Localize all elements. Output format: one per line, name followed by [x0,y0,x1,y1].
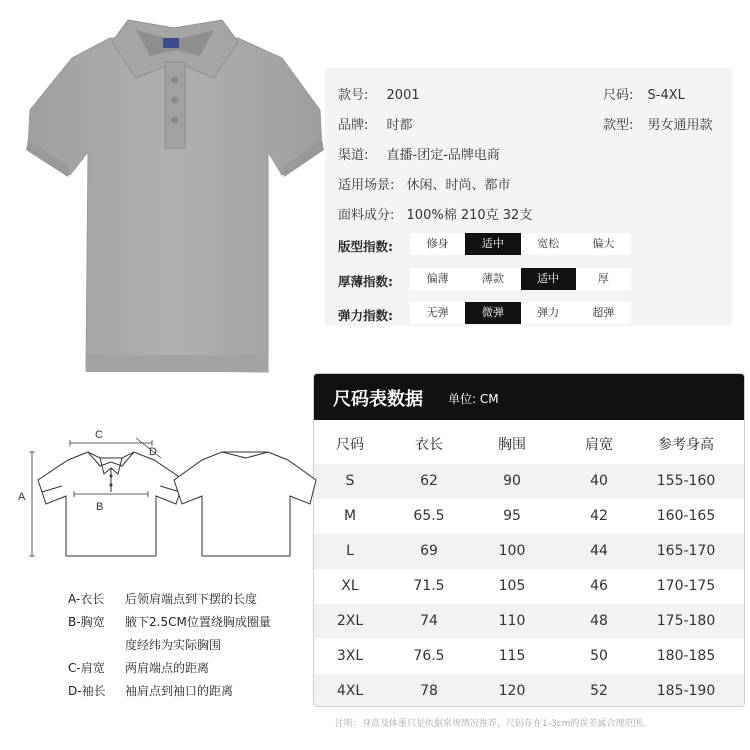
legend-key: C-肩宽 [68,661,105,675]
table-cell: S [345,473,355,489]
table-cell: M [343,508,357,524]
style-no-row [338,84,420,103]
table-row [314,499,744,534]
fabric-row [338,204,532,223]
table-row [314,674,744,707]
diagram-label-a: A [18,491,26,503]
table-cell: 65.5 [413,508,445,524]
table-cell: 74 [420,613,438,629]
table-cell: 40 [590,473,608,489]
size-table-unit: 单位: CM [448,392,499,406]
spec-panel [325,68,732,326]
column-header-shoulder: 肩宽 [585,437,613,453]
type-label: 款型: [603,118,634,133]
table-row [314,464,744,499]
table-cell: 52 [590,683,608,699]
table-cell: 42 [590,508,608,524]
table-cell: 50 [590,648,608,664]
size-row [603,84,685,103]
table-cell: 76.5 [413,648,445,664]
style-no-value: 2001 [386,88,420,103]
fabric-label: 面料成分: [338,208,395,223]
table-cell: 165-170 [656,543,716,559]
scene-value: 休闲、时尚、都市 [406,178,511,193]
table-cell: 2XL [336,613,364,629]
table-cell: XL [341,578,359,594]
table-cell: 185-190 [656,683,716,699]
table-row [314,639,744,674]
size-label: 尺码: [603,88,634,103]
table-cell: 180-185 [656,648,716,664]
legend-desc: 两肩端点的距离 [125,661,210,675]
table-cell: 48 [590,613,608,629]
table-cell: 78 [420,683,438,699]
stretch-option: 弹力 [537,306,560,319]
table-cell: 69 [420,543,438,559]
table-cell: 175-180 [656,613,716,629]
size-table-header [314,374,744,420]
legend-key: D-袖长 [68,684,106,698]
table-cell: 100 [498,543,526,559]
table-cell: 115 [498,648,526,664]
diagram-label-b: B [96,501,104,513]
legend-desc: 后领肩端点到下摆的长度 [125,592,258,606]
table-cell: 90 [503,473,521,489]
fit-option-selected: 适中 [465,233,520,255]
table-cell: 3XL [336,648,364,664]
column-header-size: 尺码 [336,437,364,453]
size-table-title: 尺码表数据 [333,389,423,410]
product-photo [0,0,340,380]
column-header-length: 衣长 [415,437,443,453]
fit-option: 修身 [426,237,449,250]
table-cell: 44 [590,543,608,559]
measurement-diagram [18,422,318,572]
type-row [603,114,713,133]
style-no-label: 款号: [338,88,369,103]
legend-desc: 度经纬为实际胸围 [125,638,222,652]
table-cell: 160-165 [656,508,716,524]
table-cell: 105 [498,578,526,594]
fit-option: 偏大 [592,237,615,250]
thickness-option: 偏薄 [426,272,449,285]
stretch-index-scale [410,302,631,324]
stretch-option-selected: 微弹 [465,302,520,324]
thickness-option: 厚 [597,272,609,285]
thickness-option: 薄款 [481,272,504,285]
diagram-label-d: D [149,446,157,458]
fit-index-scale [410,233,631,255]
table-cell: 170-175 [656,578,716,594]
legend-desc: 腋下2.5CM位置绕胸成圈量 [125,615,271,629]
fit-option: 宽松 [537,237,560,250]
table-cell: 4XL [336,683,364,699]
stretch-option: 超弹 [592,306,615,319]
table-cell: 155-160 [656,473,716,489]
size-table [313,373,745,707]
legend-key: B-胸宽 [68,615,105,629]
scene-row [338,174,511,193]
stretch-option: 无弹 [426,306,449,319]
fit-index-label: 版型指数: [338,239,393,254]
thickness-index-scale [410,268,631,290]
fabric-value: 100%棉 210克 32支 [406,208,533,223]
column-header-chest: 胸围 [498,437,526,453]
table-cell: 62 [420,473,438,489]
channel-row [338,144,500,163]
table-row [314,569,744,604]
column-header-height: 参考身高 [658,437,714,453]
table-cell: 120 [498,683,526,699]
size-value: S-4XL [647,88,685,103]
brand-value: 时都 [386,118,413,133]
table-cell: 95 [503,508,521,524]
brand-label: 品牌: [338,118,369,133]
table-row [314,534,744,569]
table-cell: L [346,543,354,559]
footnote: 注明：身高及体重只是依据常规情况推荐，尺码存在1-3cm的误差属合理范围。 [335,719,652,729]
legend-key: A-衣长 [68,592,105,606]
diagram-label-c: C [95,429,103,441]
brand-row [338,114,413,133]
thickness-index-label: 厚薄指数: [338,274,393,289]
table-cell: 71.5 [413,578,445,594]
channel-value: 直播-团定-品牌电商 [386,148,500,163]
channel-label: 渠道: [338,148,369,163]
table-row [314,604,744,639]
table-cell: 110 [498,613,526,629]
scene-label: 适用场景: [338,178,395,193]
table-cell: 46 [590,578,608,594]
thickness-option-selected: 适中 [521,268,576,290]
stretch-index-label: 弹力指数: [338,308,393,323]
type-value: 男女通用款 [647,118,713,133]
legend-desc: 袖肩点到袖口的距离 [125,684,234,698]
